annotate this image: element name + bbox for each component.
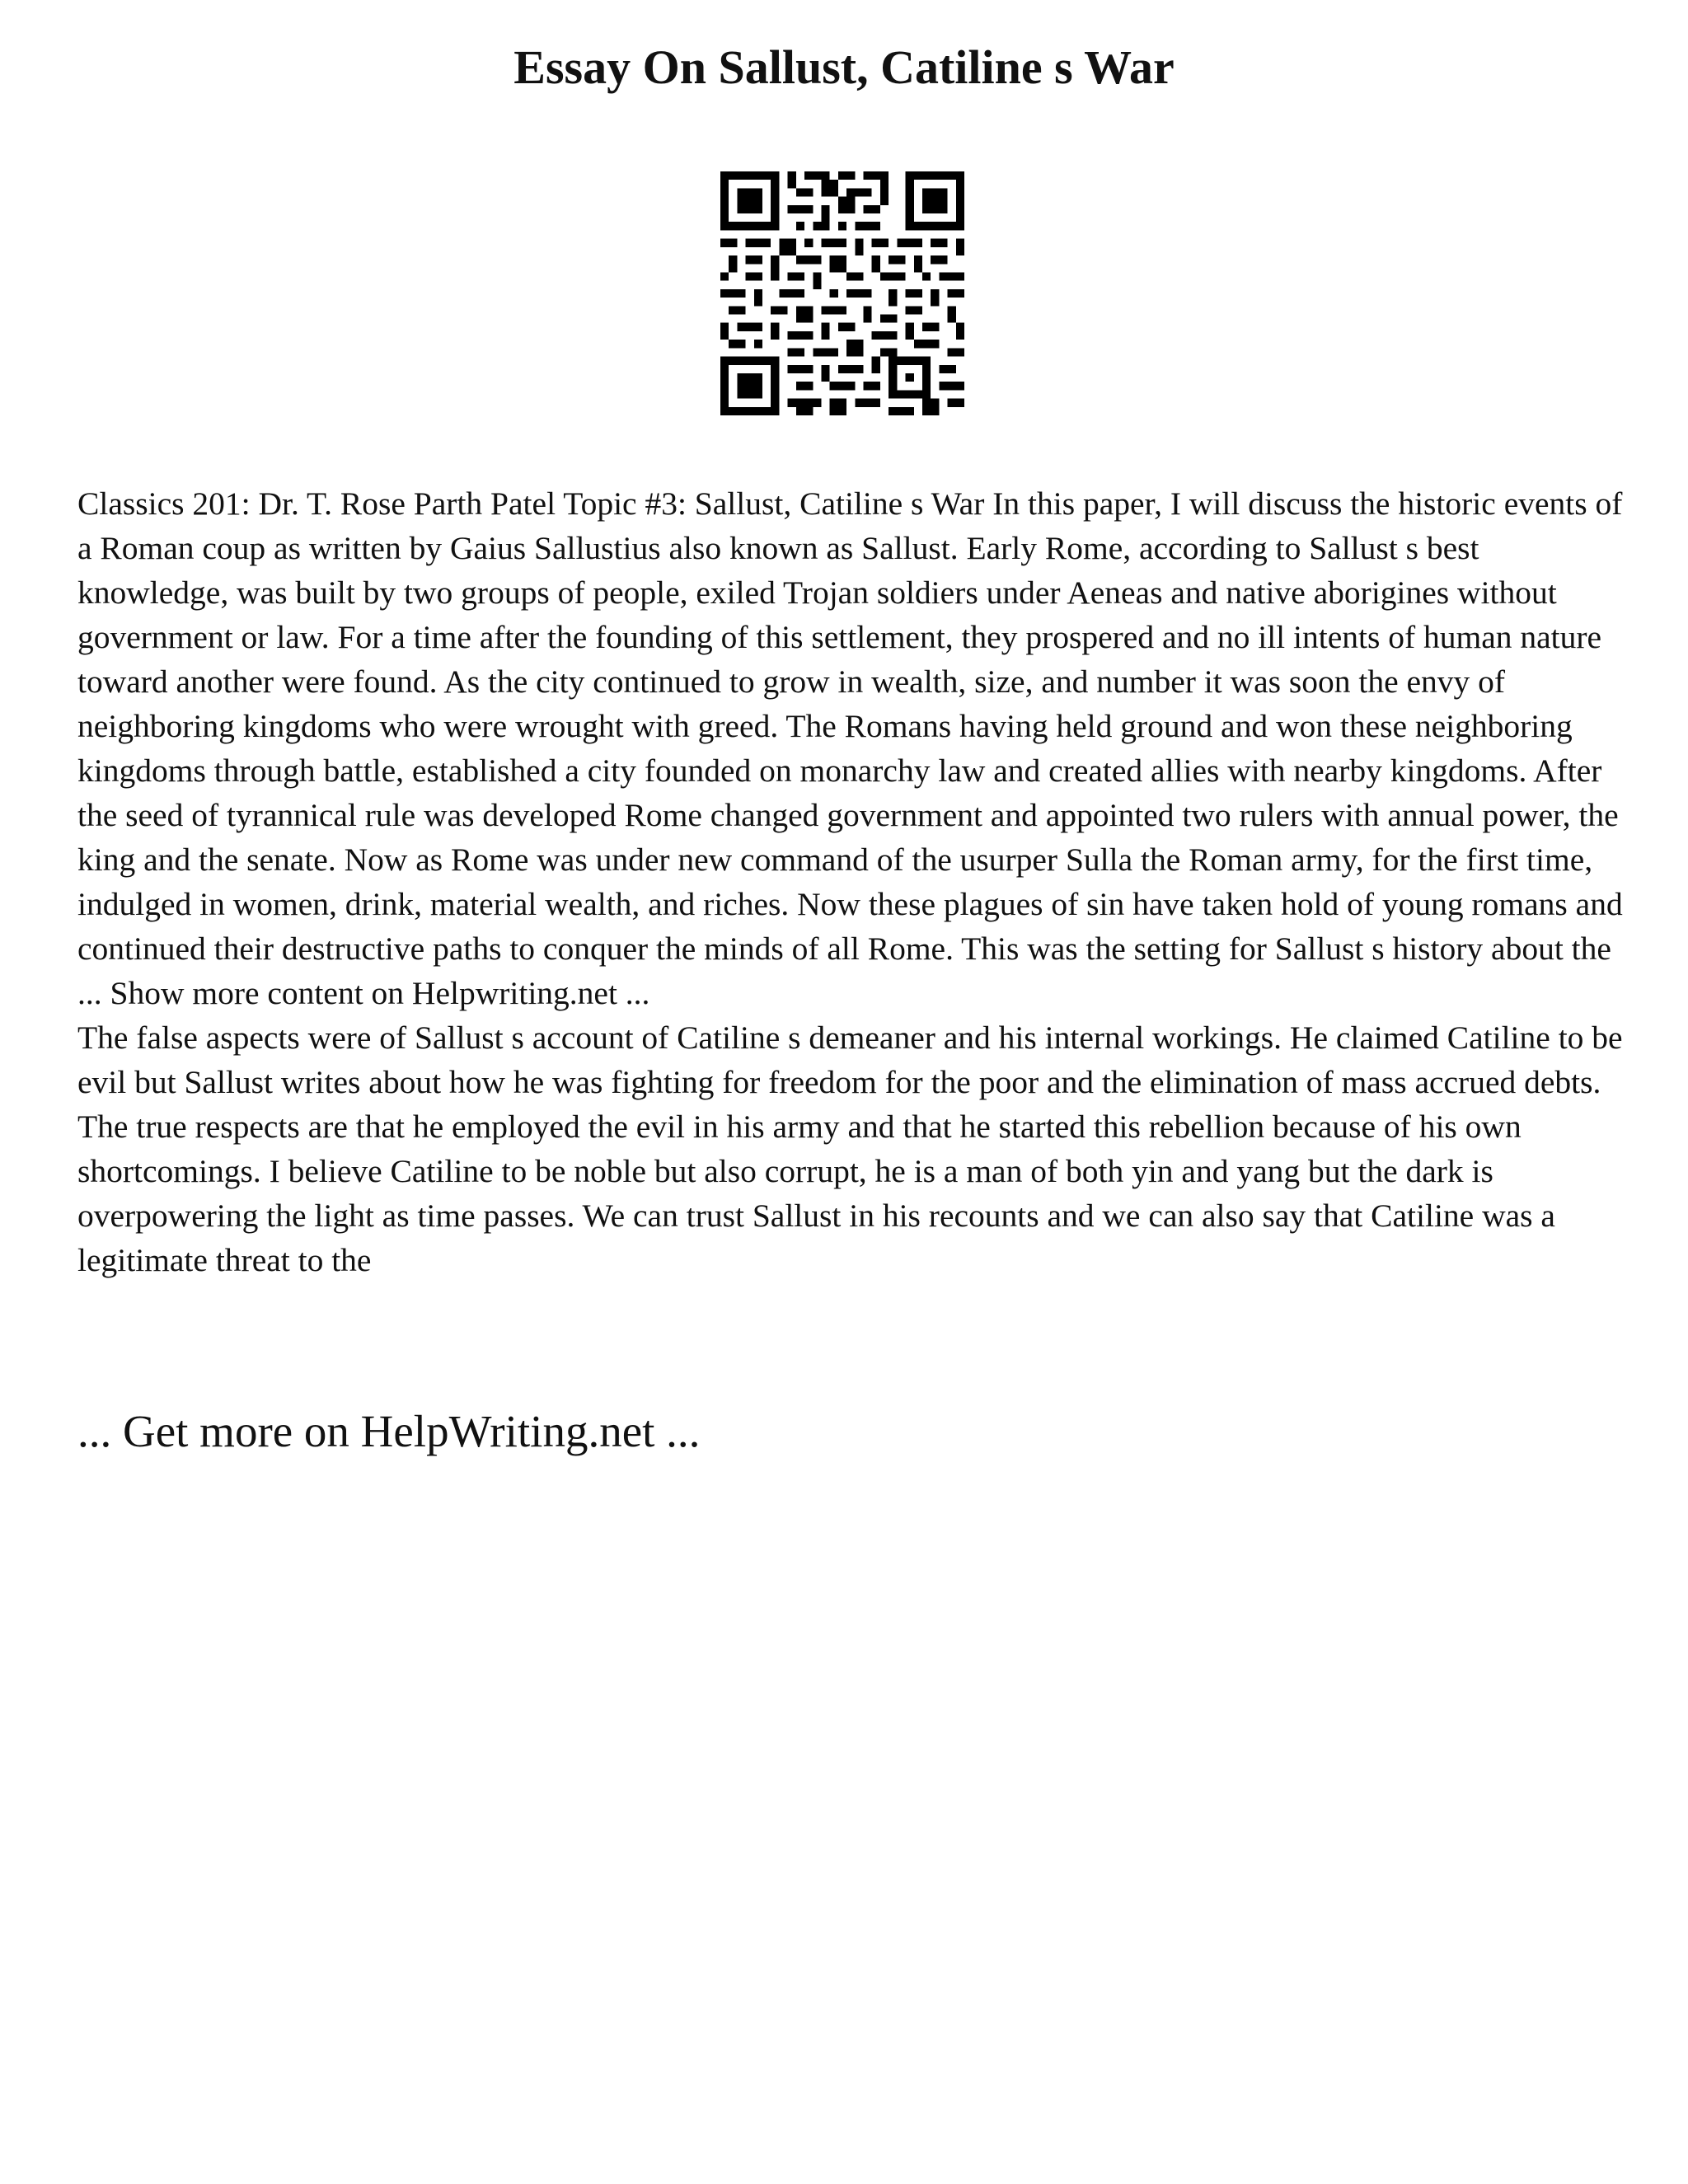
qr-code-icon xyxy=(720,171,964,415)
page-title: Essay On Sallust, Catiline s War xyxy=(513,40,1175,94)
get-more-link[interactable]: ... Get more on HelpWriting.net ... xyxy=(77,1406,701,1456)
essay-body xyxy=(77,481,1627,1282)
essay-paragraph-1: Classics 201: Dr. T. Rose Parth Patel Topic #3: Sallust, Catiline s War In this paper, I will discuss the historic events of a Roman coup as written by Gaius Sallustius also known as Sallust. Early Rome, according to Sallust s best knowledge, was built by two groups of people, exiled Trojan soldiers under Aeneas and native aborigines without government or law. For a time after the founding of this settlement, they prospered and no ill intents of human nature toward another were found. As the city continued to grow in wealth, size, and number it was soon the envy of neighboring kingdoms who were wrought with greed. The Romans having held ground and won these neighboring kingdoms through battle, established a city founded on monarchy law and created allies with nearby kingdoms. After the seed of tyrannical rule was developed Rome changed government and appointed two rulers with annual power, the king and the senate. Now as Rome was under new command of the usurper Sulla the Roman army, for the first time, indulged in women, drink, material wealth, and riches. Now these plagues of sin have taken hold of young romans and continued their destructive paths to conquer the minds of all Rome. This was the setting for Sallust s history about the ... Show more content on Helpwriting.net ... xyxy=(77,485,1623,1011)
essay-paragraph-2: The false aspects were of Sallust s account of Catiline s demeaner and his internal workings. He claimed Catiline to be evil but Sallust writes about how he was fighting for freedom for the poor and the elimination of mass accrued debts. The true respects are that he employed the evil in his army and that he started this rebellion because of his own shortcomings. I believe Catiline to be noble but also corrupt, he is a man of both yin and yang but the dark is overpowering the light as time passes. We can trust Sallust in his recounts and we can also say that Catiline was a legitimate threat to the xyxy=(77,1019,1623,1278)
